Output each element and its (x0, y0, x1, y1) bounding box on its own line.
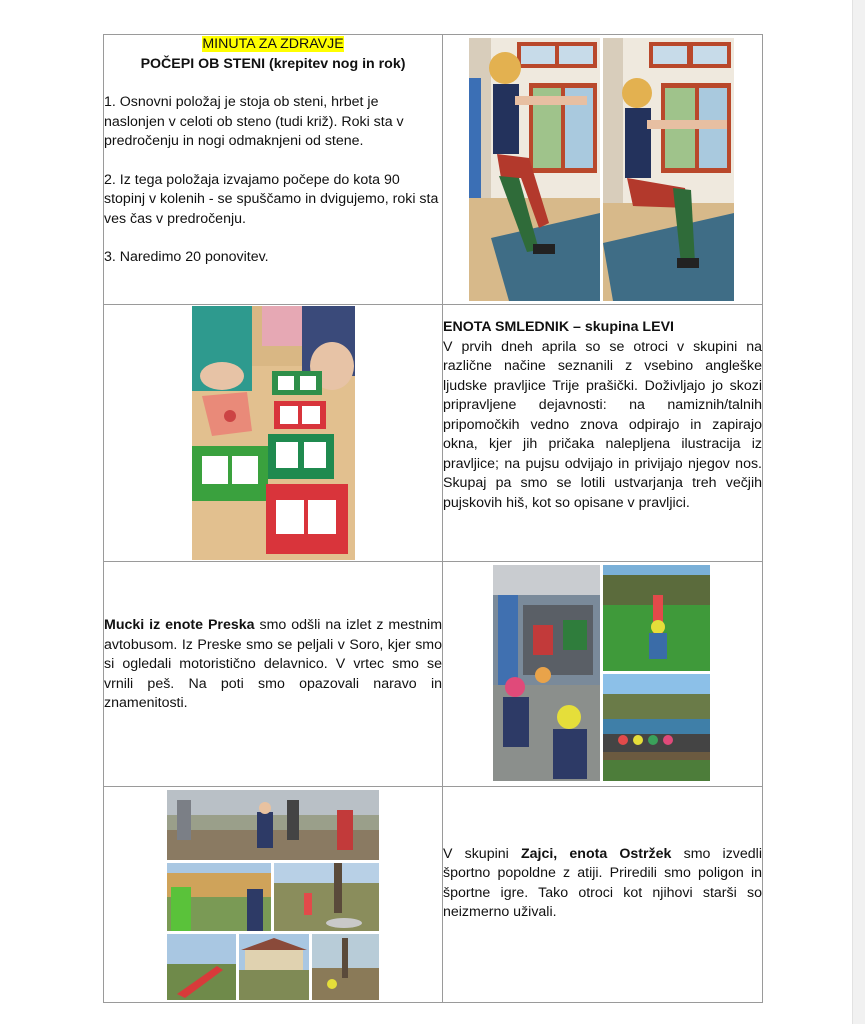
sports-photo-building (239, 934, 309, 1000)
table-row (104, 305, 763, 562)
exercise-step-1: 1. Osnovni položaj je stoja ob steni, hrbet je naslonjen v celoti ob steno (tudi križ). Roki sta v predročenju in nogi odmaknjeni od stene. (104, 94, 404, 149)
workshop-photo (493, 565, 600, 781)
table-row (104, 35, 763, 305)
highlighted-heading: MINUTA ZA ZDRAVJE (202, 36, 344, 52)
table-row (104, 562, 763, 787)
preska-paragraph (104, 616, 442, 714)
preska-photo-cell (443, 562, 763, 787)
newsletter-table (103, 34, 763, 1003)
sports-photo-tree (312, 934, 379, 1000)
sports-photo-slide (167, 934, 236, 1000)
page-edge-strip (852, 0, 865, 1024)
sports-photo-top (167, 790, 379, 860)
smlednik-text-cell (443, 305, 763, 562)
three-pigs-craft-photo (192, 306, 355, 560)
exercise-step-2: 2. Iz tega položaja izvajamo počepe do kota 90 stopinj v kolenih - se spuščamo in dvigujemo, roki sta ves čas v predročenju. (104, 171, 439, 227)
smlednik-title: ENOTA SMLEDNIK – skupina LEVI (443, 319, 674, 335)
exercise-photo-cell (443, 35, 763, 305)
smlednik-body: V prvih dneh aprila so se otroci v skupini na različne načine seznanili z vsebino angleške ljudske pravljice Trije prašički. Doživljajo jo skozi pripravljene dejavnosti: na namiznih/talnih pripomočkih vedno znova odpirajo in zapirajo okna, kjer jih pričaka nalepljena ilustracija iz pravljice; na pujsu odvijajo in privijajo njegov nos. Skupaj pa smo se lotili ustvarjanja treh večjih pujskovih hiš, kot so opisane v pravljici. (443, 338, 762, 511)
wall-squat-photo-1 (469, 38, 600, 301)
ostrzek-body: smo izvedli športno popoldne z atiji. Priredili smo poligon in športne igre. Tako otroci kot njihovi starši so neizmerno uživali. (443, 845, 762, 920)
field-walk-photo (603, 565, 710, 671)
ostrzek-group-name: Zajci, enota Ostržek (520, 845, 672, 862)
craft-photo-cell (104, 305, 443, 562)
exercise-step-3: 3. Naredimo 20 ponovitev. (104, 249, 269, 265)
preska-text-cell (104, 562, 443, 787)
exercise-text-cell (104, 35, 443, 305)
preska-group-name: Mucki iz enote Preska (104, 617, 255, 634)
table-row (104, 787, 763, 1003)
river-view-photo (603, 674, 710, 781)
ostrzek-text-cell (443, 787, 763, 1003)
sports-photo-playground (167, 863, 271, 931)
sports-photo-cell (104, 787, 443, 1003)
ostrzek-paragraph (443, 845, 762, 923)
ostrzek-pre: V skupini (443, 845, 521, 862)
exercise-title: POČEPI OB STENI (krepitev nog in rok) (140, 55, 406, 72)
section-heading (104, 35, 442, 55)
preska-body: smo odšli na izlet z mestnim avtobusom. Iz Preske smo se peljali v Soro, kjer smo si ogledali motoristično delavnico. V vrtec smo se vrnili peš. Na poti smo opazovali naravo in znamenitosti. (104, 617, 443, 712)
wall-squat-photo-2 (603, 38, 734, 301)
sports-photo-yard (274, 863, 379, 931)
